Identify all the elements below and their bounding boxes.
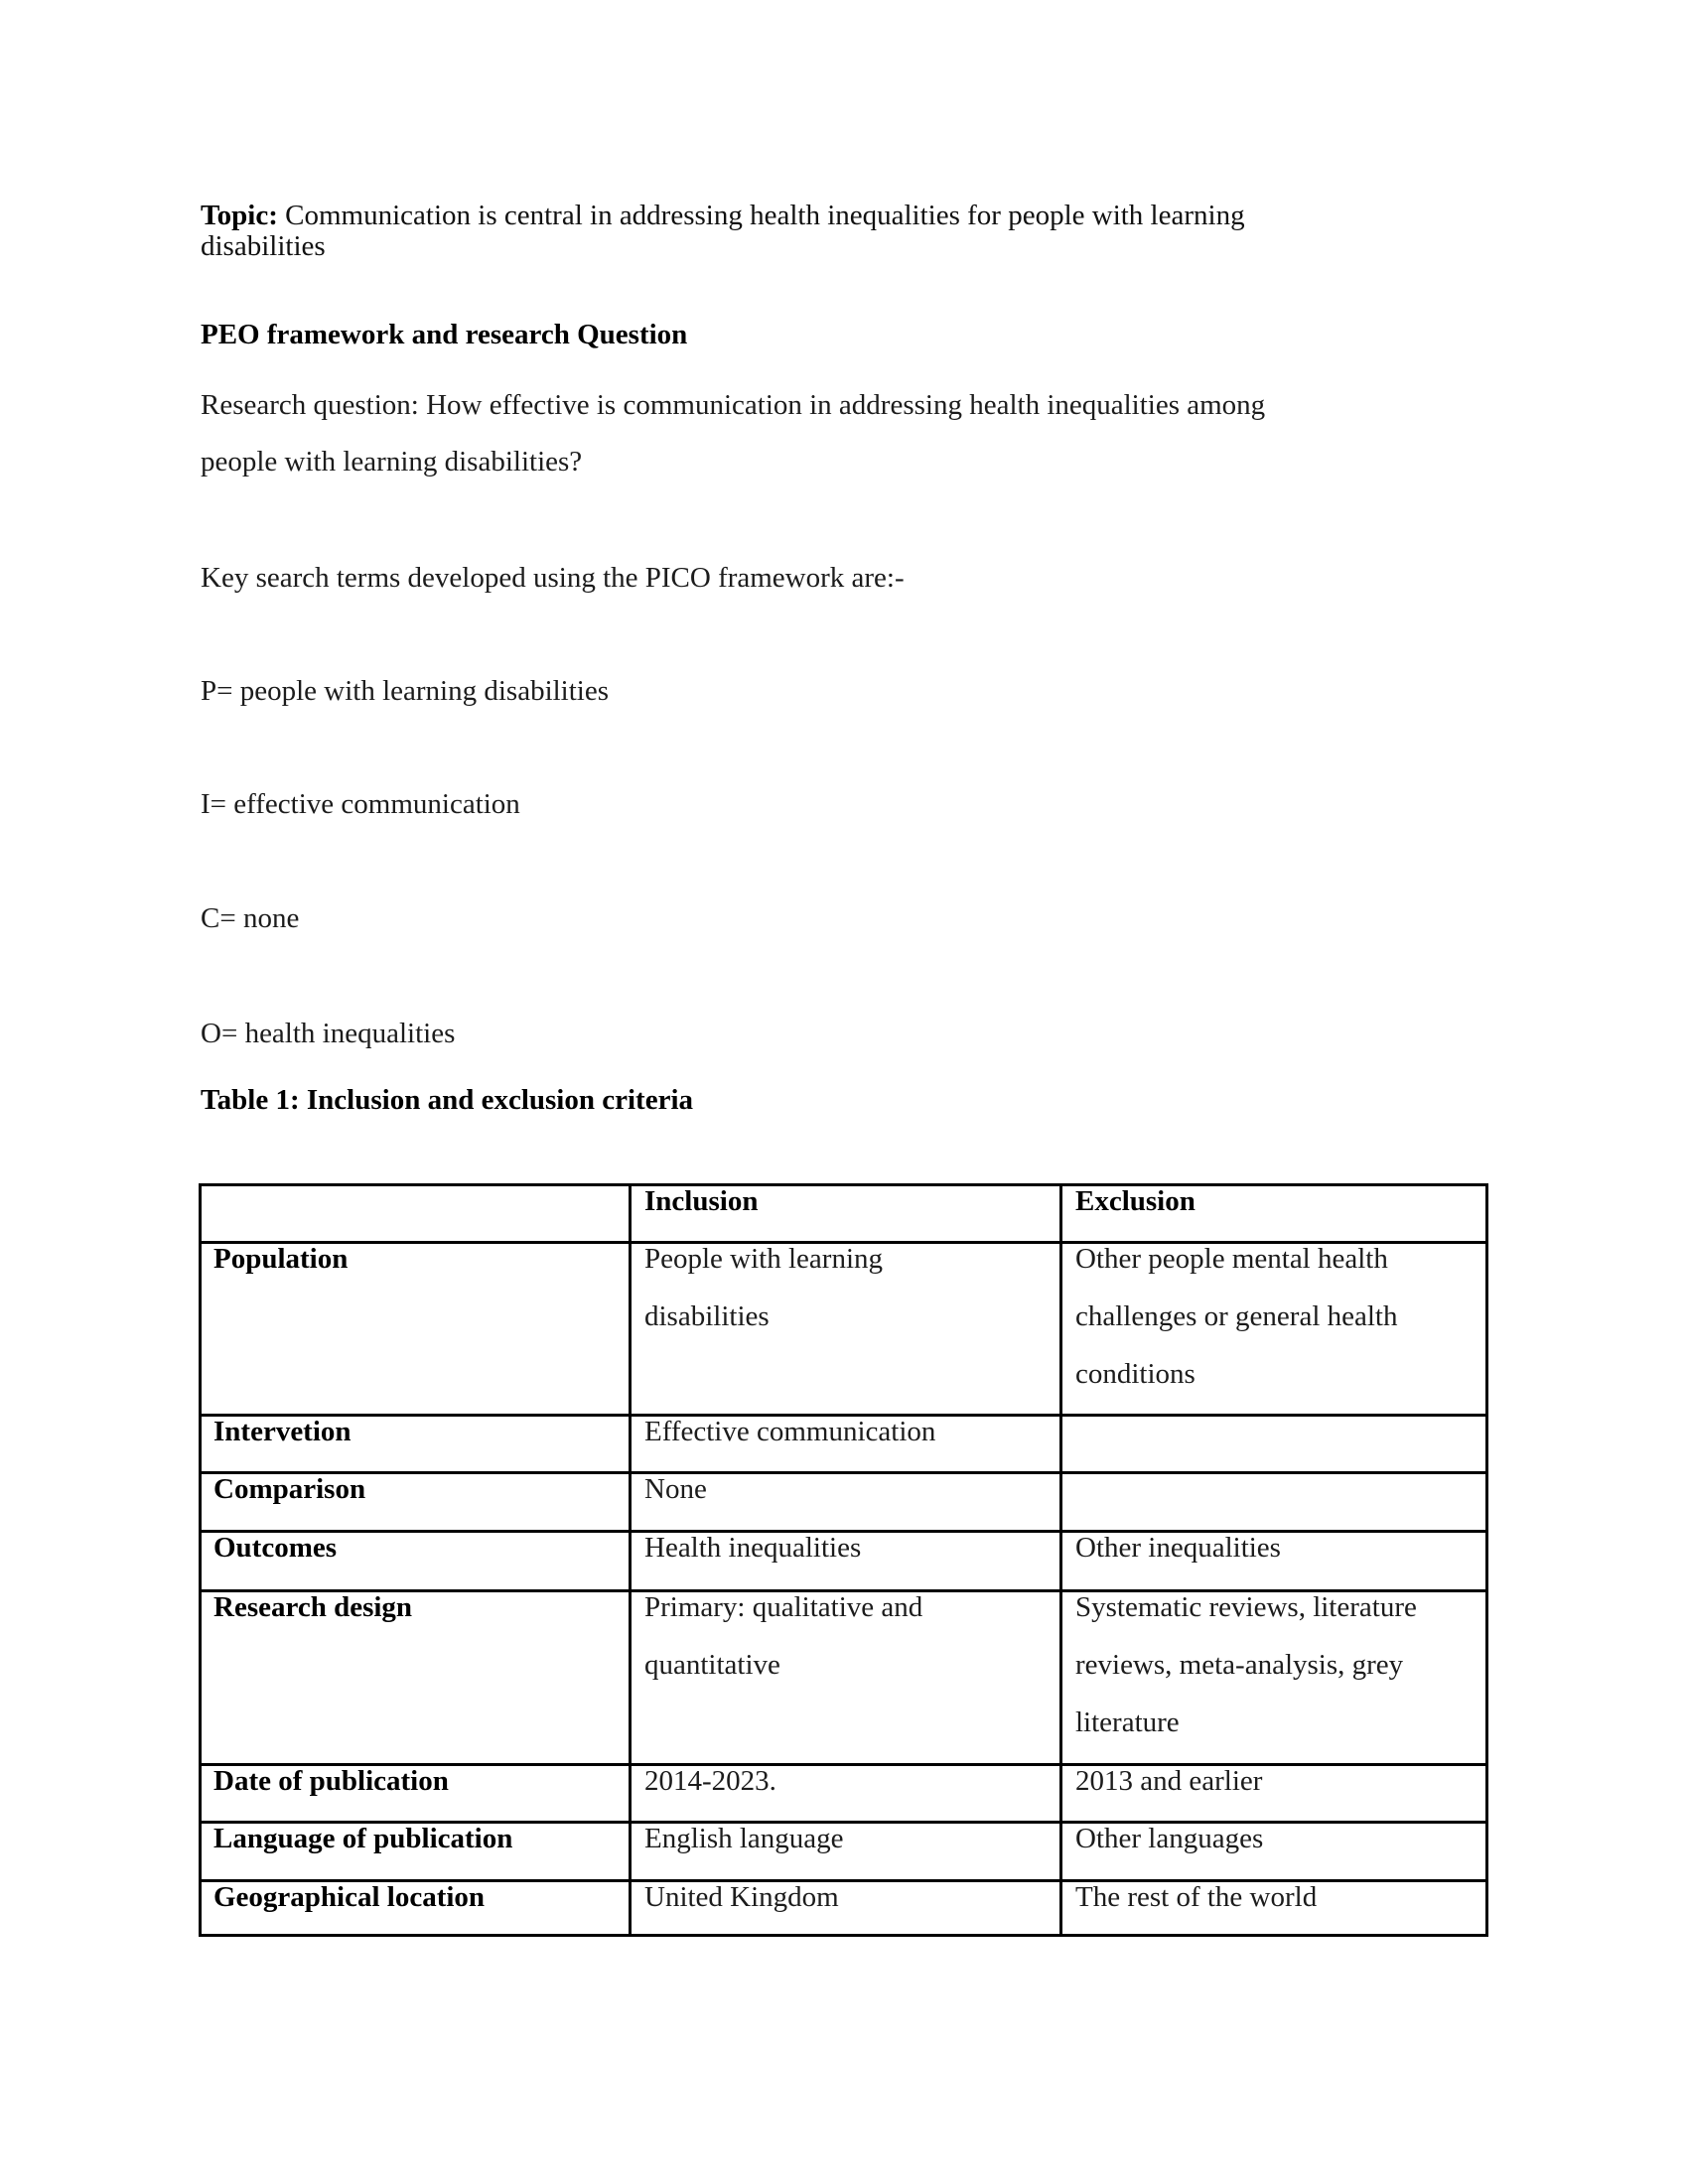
topic-text: Communication is central in addressing health inequalities for people with learning bbox=[285, 200, 1245, 231]
exclusion-cell: Other inequalities bbox=[1075, 1532, 1281, 1564]
inclusion-cell: Effective communication bbox=[644, 1416, 936, 1447]
topic-text-continued: disabilities bbox=[201, 230, 326, 262]
criterion-population: Population bbox=[213, 1243, 349, 1275]
topic-line bbox=[201, 202, 1245, 230]
cell-line: conditions bbox=[1075, 1358, 1196, 1390]
cell-line: challenges or general health bbox=[1075, 1300, 1398, 1332]
cell-line: People with learning bbox=[644, 1243, 884, 1275]
pico-text: people with learning disabilities bbox=[239, 675, 610, 707]
column-divider bbox=[629, 1186, 632, 1934]
pico-text: health inequalities bbox=[244, 1018, 456, 1049]
criterion-geography: Geographical location bbox=[213, 1881, 486, 1913]
research-question-continued: people with learning disabilities? bbox=[201, 446, 583, 478]
key-terms-intro: Key search terms developed using the PICO framework are:- bbox=[201, 562, 905, 594]
inclusion-cell: Health inequalities bbox=[644, 1532, 862, 1564]
cell-line: Systematic reviews, literature bbox=[1075, 1591, 1417, 1623]
inclusion-cell: English language bbox=[644, 1823, 844, 1854]
pico-item-c bbox=[201, 904, 299, 933]
cell-line: literature bbox=[1075, 1706, 1180, 1738]
table-header-inclusion: Inclusion bbox=[644, 1185, 759, 1217]
pico-item-o bbox=[201, 1020, 455, 1048]
inclusion-cell bbox=[644, 1578, 922, 1694]
criterion-outcomes: Outcomes bbox=[213, 1532, 338, 1564]
table-caption: Table 1: Inclusion and exclusion criteria bbox=[201, 1084, 694, 1116]
criterion-research-design: Research design bbox=[213, 1591, 413, 1623]
column-divider bbox=[1059, 1186, 1062, 1934]
exclusion-cell: The rest of the world bbox=[1075, 1881, 1318, 1913]
exclusion-cell: 2013 and earlier bbox=[1075, 1765, 1263, 1797]
exclusion-cell bbox=[1075, 1578, 1417, 1751]
pico-label: P= bbox=[201, 675, 233, 707]
row-divider bbox=[202, 1471, 1485, 1474]
inclusion-cell: None bbox=[644, 1473, 707, 1505]
cell-line: reviews, meta-analysis, grey bbox=[1075, 1649, 1404, 1681]
section-heading: PEO framework and research Question bbox=[201, 319, 688, 350]
research-question: Research question: How effective is communication in addressing health inequalities among bbox=[201, 389, 1266, 421]
criterion-language: Language of publication bbox=[213, 1823, 513, 1854]
pico-item-i bbox=[201, 790, 520, 819]
criteria-table bbox=[199, 1183, 1488, 1937]
pico-item-p bbox=[201, 677, 609, 706]
exclusion-cell: Other languages bbox=[1075, 1823, 1264, 1854]
pico-text: effective communication bbox=[233, 788, 520, 820]
topic-label: Topic: bbox=[201, 200, 278, 231]
cell-line: disabilities bbox=[644, 1300, 770, 1332]
cell-line: quantitative bbox=[644, 1649, 780, 1681]
table-header-exclusion: Exclusion bbox=[1075, 1185, 1196, 1217]
pico-label: O= bbox=[201, 1018, 238, 1049]
pico-label: C= bbox=[201, 902, 236, 934]
cell-line: Other people mental health bbox=[1075, 1243, 1388, 1275]
inclusion-cell bbox=[644, 1230, 883, 1345]
criterion-date: Date of publication bbox=[213, 1765, 449, 1797]
inclusion-cell: United Kingdom bbox=[644, 1881, 839, 1913]
criterion-intervention: Intervetion bbox=[213, 1416, 352, 1447]
pico-label: I= bbox=[201, 788, 227, 820]
pico-text: none bbox=[242, 902, 300, 934]
cell-line: Primary: qualitative and bbox=[644, 1591, 923, 1623]
exclusion-cell bbox=[1075, 1230, 1397, 1403]
criterion-comparison: Comparison bbox=[213, 1473, 366, 1505]
inclusion-cell: 2014-2023. bbox=[644, 1765, 776, 1797]
